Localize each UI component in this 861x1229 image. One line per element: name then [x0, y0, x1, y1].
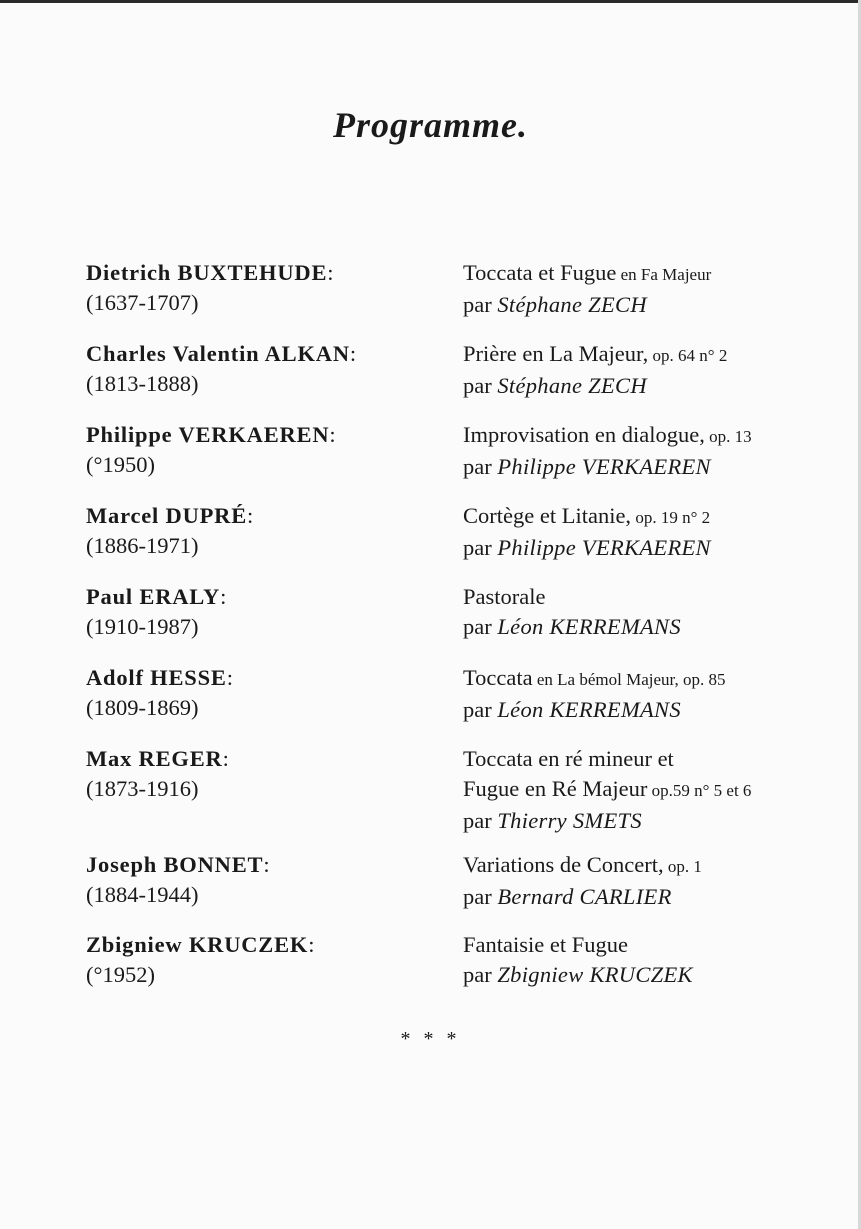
work-title-line [463, 744, 751, 774]
composer-line [86, 663, 233, 693]
work-title: Toccata et Fugue [463, 260, 617, 285]
composer-line [86, 582, 226, 612]
composer-name: Philippe VERKAEREN [86, 422, 330, 447]
performer-name: Philippe VERKAEREN [497, 535, 711, 560]
work-title: Improvisation en dialogue, [463, 422, 705, 447]
work-title: Prière en La Majeur, [463, 341, 649, 366]
performer-line [463, 533, 711, 563]
composer-block [86, 582, 226, 642]
work-detail: op. 64 n° 2 [648, 346, 728, 365]
work-block [463, 850, 702, 912]
composer-colon: : [247, 503, 254, 528]
composer-name: Paul ERALY [86, 584, 221, 609]
composer-dates: (1910-1987) [86, 614, 199, 639]
work-block [463, 744, 751, 836]
composer-block [86, 850, 270, 910]
work-detail: op.59 n° 5 et 6 [647, 781, 752, 800]
composer-block [86, 258, 334, 318]
composer-dates: (°1952) [86, 962, 155, 987]
work-title: Toccata [463, 665, 533, 690]
composer-dates: (1637-1707) [86, 290, 199, 315]
work-title: Fantaisie et Fugue [463, 932, 628, 957]
work-block [463, 582, 681, 642]
performer-name: Zbigniew KRUCZEK [497, 962, 693, 987]
composer-name: Marcel DUPRÉ [86, 503, 248, 528]
work-title: Cortège et Litanie, [463, 503, 632, 528]
performer-prefix: par [463, 292, 498, 317]
work-title-line [463, 258, 711, 290]
work-block [463, 339, 727, 401]
work-title: Fugue en Ré Majeur [463, 776, 648, 801]
performer-line [463, 806, 751, 836]
performer-line [463, 371, 727, 401]
composer-dates: (1809-1869) [86, 695, 199, 720]
composer-name: Charles Valentin ALKAN [86, 341, 350, 366]
composer-name: Max REGER [86, 746, 223, 771]
composer-block [86, 930, 314, 990]
performer-name: Stéphane ZECH [497, 373, 647, 398]
work-title: Variations de Concert, [463, 852, 664, 877]
composer-name: Dietrich BUXTEHUDE [86, 260, 328, 285]
performer-name: Philippe VERKAEREN [497, 454, 711, 479]
performer-name: Thierry SMETS [497, 808, 642, 833]
composer-line [86, 930, 314, 960]
performer-prefix: par [463, 535, 498, 560]
performer-name: Bernard CARLIER [497, 884, 672, 909]
composer-dates: (°1950) [86, 452, 155, 477]
composer-line [86, 501, 253, 531]
scan-edge-top [0, 0, 861, 3]
performer-prefix: par [463, 808, 498, 833]
performer-line [463, 960, 693, 990]
work-title-line [463, 774, 751, 806]
composer-name: Joseph BONNET [86, 852, 264, 877]
work-title-line [463, 501, 711, 533]
separator-stars: * * * [400, 1028, 461, 1050]
work-title-line [463, 420, 752, 452]
composer-line [86, 744, 229, 774]
composer-name: Zbigniew KRUCZEK [86, 932, 309, 957]
work-title: Toccata en ré mineur et [463, 746, 674, 771]
work-detail: en Fa Majeur [616, 265, 712, 284]
work-block [463, 930, 693, 990]
work-title-line [463, 663, 726, 695]
performer-line [463, 882, 702, 912]
work-title-line [463, 339, 727, 371]
work-title-line [463, 850, 702, 882]
work-block [463, 258, 711, 320]
composer-colon: : [226, 665, 233, 690]
composer-block [86, 744, 229, 804]
work-detail: op. 13 [704, 427, 752, 446]
work-title-line [463, 582, 681, 612]
composer-block [86, 663, 233, 723]
work-detail: en La bémol Majeur, op. 85 [532, 670, 726, 689]
performer-line [463, 452, 752, 482]
composer-block [86, 501, 253, 561]
performer-prefix: par [463, 697, 498, 722]
work-block [463, 501, 711, 563]
performer-prefix: par [463, 454, 498, 479]
composer-dates: (1813-1888) [86, 371, 199, 396]
performer-name: Léon KERREMANS [497, 697, 681, 722]
performer-prefix: par [463, 962, 498, 987]
composer-colon: : [220, 584, 227, 609]
work-title: Pastorale [463, 584, 546, 609]
performer-prefix: par [463, 614, 498, 639]
composer-colon: : [349, 341, 357, 366]
performer-line [463, 612, 681, 642]
performer-name: Stéphane ZECH [497, 292, 647, 317]
performer-line [463, 695, 726, 725]
composer-colon: : [263, 852, 270, 877]
composer-line [86, 420, 336, 450]
work-title-line [463, 930, 693, 960]
performer-prefix: par [463, 373, 498, 398]
composer-dates: (1873-1916) [86, 776, 199, 801]
composer-name: Adolf HESSE [86, 665, 227, 690]
composer-colon: : [222, 746, 229, 771]
work-block [463, 420, 752, 482]
page-title: Programme. [333, 105, 528, 145]
composer-line [86, 850, 270, 880]
composer-dates: (1886-1971) [86, 533, 199, 558]
composer-line [86, 258, 334, 288]
composer-dates: (1884-1944) [86, 882, 199, 907]
composer-colon: : [329, 422, 336, 447]
composer-colon: : [327, 260, 334, 285]
work-detail: op. 1 [663, 857, 702, 876]
performer-line [463, 290, 711, 320]
composer-line [86, 339, 356, 369]
performer-name: Léon KERREMANS [497, 614, 681, 639]
work-detail: op. 19 n° 2 [631, 508, 711, 527]
composer-block [86, 339, 356, 399]
performer-prefix: par [463, 884, 498, 909]
work-block [463, 663, 726, 725]
composer-colon: : [308, 932, 315, 957]
composer-block [86, 420, 336, 480]
